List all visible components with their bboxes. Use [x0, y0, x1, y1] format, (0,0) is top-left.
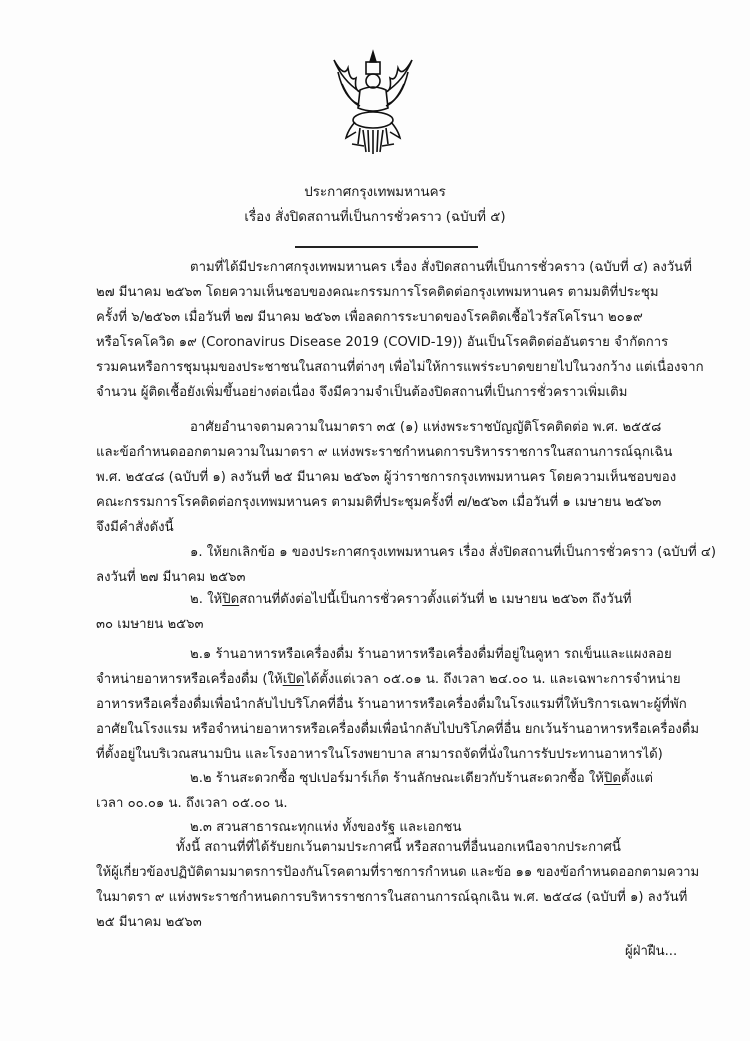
body-line	[190, 418, 661, 438]
body-line	[190, 769, 653, 789]
body-line	[96, 888, 687, 908]
body-line	[96, 283, 659, 303]
underlined-text: ปิด	[603, 771, 621, 786]
line-text: ๒.๒ ร้านสะดวกซื้อ ซุปเปอร์มาร์เก็ต ร้านลักษณะเดียวกับร้านสะดวกซื้อ ให้	[190, 771, 604, 786]
line-text: ๒. ให้	[190, 592, 223, 607]
body-line	[190, 543, 716, 563]
body-line	[190, 818, 461, 838]
body-line	[190, 590, 632, 610]
body-line	[96, 308, 643, 328]
line-text: ให้ผู้เกี่ยวข้องปฏิบัติตามมาตรการป้องกันโรคตามที่ราชการกำหนด และข้อ ๑๑ ของข้อกำหนดออกตามความ	[96, 865, 700, 880]
body-line	[190, 645, 672, 665]
body-line	[96, 358, 704, 378]
body-line	[96, 615, 204, 635]
body-line	[190, 258, 692, 278]
line-text: จำหน่ายอาหารหรือเครื่องดื่ม (ให้	[96, 672, 283, 687]
line-text: จึงมีคำสั่งดังนี้	[96, 520, 174, 535]
line-text: รวมคนหรือการชุมนุมของประชาชนในสถานที่ต่างๆ เพื่อไม่ให้การแพร่ระบาดขยายไปในวงกว้าง แต่เนื่องจาก	[96, 360, 704, 375]
line-text: ตั้งแต่	[620, 771, 653, 786]
body-line	[96, 670, 681, 690]
body-line	[96, 568, 246, 588]
line-text: ๓๐ เมษายน ๒๕๖๓	[96, 617, 204, 632]
line-text: อาศัยในโรงแรม หรือจำหน่ายอาหารหรือเครื่องดื่มเพื่อนำกลับไปบริโภคที่อื่น ยกเว้นร้านอาหารหรือเครื่องดื่ม	[96, 722, 700, 737]
body-line	[96, 333, 668, 353]
line-text: ๒.๓ สวนสาธารณะทุกแห่ง ทั้งของรัฐ และเอกชน	[190, 820, 462, 835]
line-text: ๒.๑ ร้านอาหารหรือเครื่องดื่ม ร้านอาหารหรือเครื่องดื่มที่อยู่ในคูหา รถเข็นและแผงลอย	[190, 647, 672, 662]
line-text: ที่ตั้งอยู่ในบริเวณสนามบิน และโรงอาหารในโรงพยาบาล สามารถจัดที่นั่งในการรับประทานอาหารได้)	[96, 747, 663, 762]
body-line	[96, 913, 202, 933]
line-text: คณะกรรมการโรคติดต่อกรุงเทพมหานคร ตามมติที่ประชุมครั้งที่ ๗/๒๕๖๓ เมื่อวันที่ ๑ เมษายน ๒๕๖๓	[96, 495, 662, 510]
line-text: ในมาตรา ๙ แห่งพระราชกำหนดการบริหารราชการในสถานการณ์ฉุกเฉิน พ.ศ. ๒๕๔๘ (ฉบับที่ ๑) ลงวันที่	[96, 890, 688, 905]
line-text: ๒๗ มีนาคม ๒๕๖๓ โดยความเห็นชอบของคณะกรรมการโรคติดต่อกรุงเทพมหานคร ตามมติที่ประชุม	[96, 285, 659, 300]
continuation-text: ผู้ฝ่าฝืน...	[625, 944, 678, 959]
issuer-title: ประกาศกรุงเทพมหานคร	[304, 185, 446, 200]
body-line	[96, 745, 663, 765]
line-text: และข้อกำหนดออกตามความในมาตรา ๙ แห่งพระราชกำหนดการบริหารราชการในสถานการณ์ฉุกเฉิน	[96, 445, 673, 460]
line-text: อาหารหรือเครื่องดื่มเพื่อนำกลับไปบริโภคที่อื่น ร้านอาหารหรือเครื่องดื่มในโรงแรมที่ให้บริการเฉพาะผู้ที่พัก	[96, 697, 687, 712]
line-text: จำนวน ผู้ติดเชื้อยังเพิ่มขึ้นอย่างต่อเนื่อง จึงมีความจำเป็นต้องปิดสถานที่เป็นการชั่วคราวเพิ่มเติม	[96, 385, 628, 400]
subject-title: เรื่อง สั่งปิดสถานที่เป็นการชั่วคราว (ฉบับที่ ๕)	[244, 210, 506, 225]
body-line	[96, 518, 174, 538]
line-text: สถานที่ดังต่อไปนี้เป็นการชั่วคราวตั้งแต่วันที่ ๒ เมษายน ๒๕๖๓ ถึงวันที่	[239, 592, 632, 607]
body-line	[176, 838, 621, 858]
line-text: ๒๕ มีนาคม ๒๕๖๓	[96, 915, 202, 930]
line-text: ครั้งที่ ๖/๒๕๖๓ เมื่อวันที่ ๒๗ มีนาคม ๒๕๖๓ เพื่อลดการระบาดของโรคติดเชื้อไวรัสโคโรนา ๒๐๑๙	[96, 310, 643, 325]
underlined-text: เปิด	[282, 672, 305, 687]
line-text: เวลา ๐๐.๐๑ น. ถึงเวลา ๐๕.๐๐ น.	[96, 796, 288, 811]
body-line	[96, 720, 699, 740]
body-line	[96, 468, 676, 488]
body-line	[96, 794, 288, 814]
line-text: ลงวันที่ ๒๗ มีนาคม ๒๕๖๓	[96, 570, 246, 585]
body-line	[96, 443, 672, 463]
line-text: อาศัยอำนาจตามความในมาตรา ๓๕ (๑) แห่งพระราชบัญญัติโรคติดต่อ พ.ศ. ๒๕๕๘	[190, 420, 662, 435]
line-text: พ.ศ. ๒๕๔๘ (ฉบับที่ ๑) ลงวันที่ ๒๕ มีนาคม ๒๕๖๓ ผู้ว่าราชการกรุงเทพมหานคร โดยความเห็นชอบของ	[96, 470, 677, 485]
garuda-emblem-icon	[330, 48, 416, 158]
body-line	[96, 493, 661, 513]
body-line	[96, 863, 699, 883]
line-text: ได้ตั้งแต่เวลา ๐๕.๐๑ น. ถึงเวลา ๒๔.๐๐ น. และเฉพาะการจำหน่าย	[304, 672, 681, 687]
line-text: ทั้งนี้ สถานที่ที่ได้รับยกเว้นตามประกาศนี้ หรือสถานที่อื่นนอกเหนือจากประกาศนี้	[176, 840, 621, 855]
body-line	[96, 695, 687, 715]
line-text: ตามที่ได้มีประกาศกรุงเทพมหานคร เรื่อง สั่งปิดสถานที่เป็นการชั่วคราว (ฉบับที่ ๔) ลงวันที่	[190, 260, 692, 275]
title-divider	[295, 246, 478, 248]
line-text: ๑. ให้ยกเลิกข้อ ๑ ของประกาศกรุงเทพมหานคร เรื่อง สั่งปิดสถานที่เป็นการชั่วคราว (ฉบับที่ ๔)	[190, 545, 717, 560]
line-text: หรือโรคโควิด ๑๙ (Coronavirus Disease 2019 (COVID-19)) อันเป็นโรคติดต่ออันตราย จำกัดการ	[96, 335, 669, 350]
underlined-text: ปิด	[222, 592, 240, 607]
body-line	[96, 383, 627, 403]
